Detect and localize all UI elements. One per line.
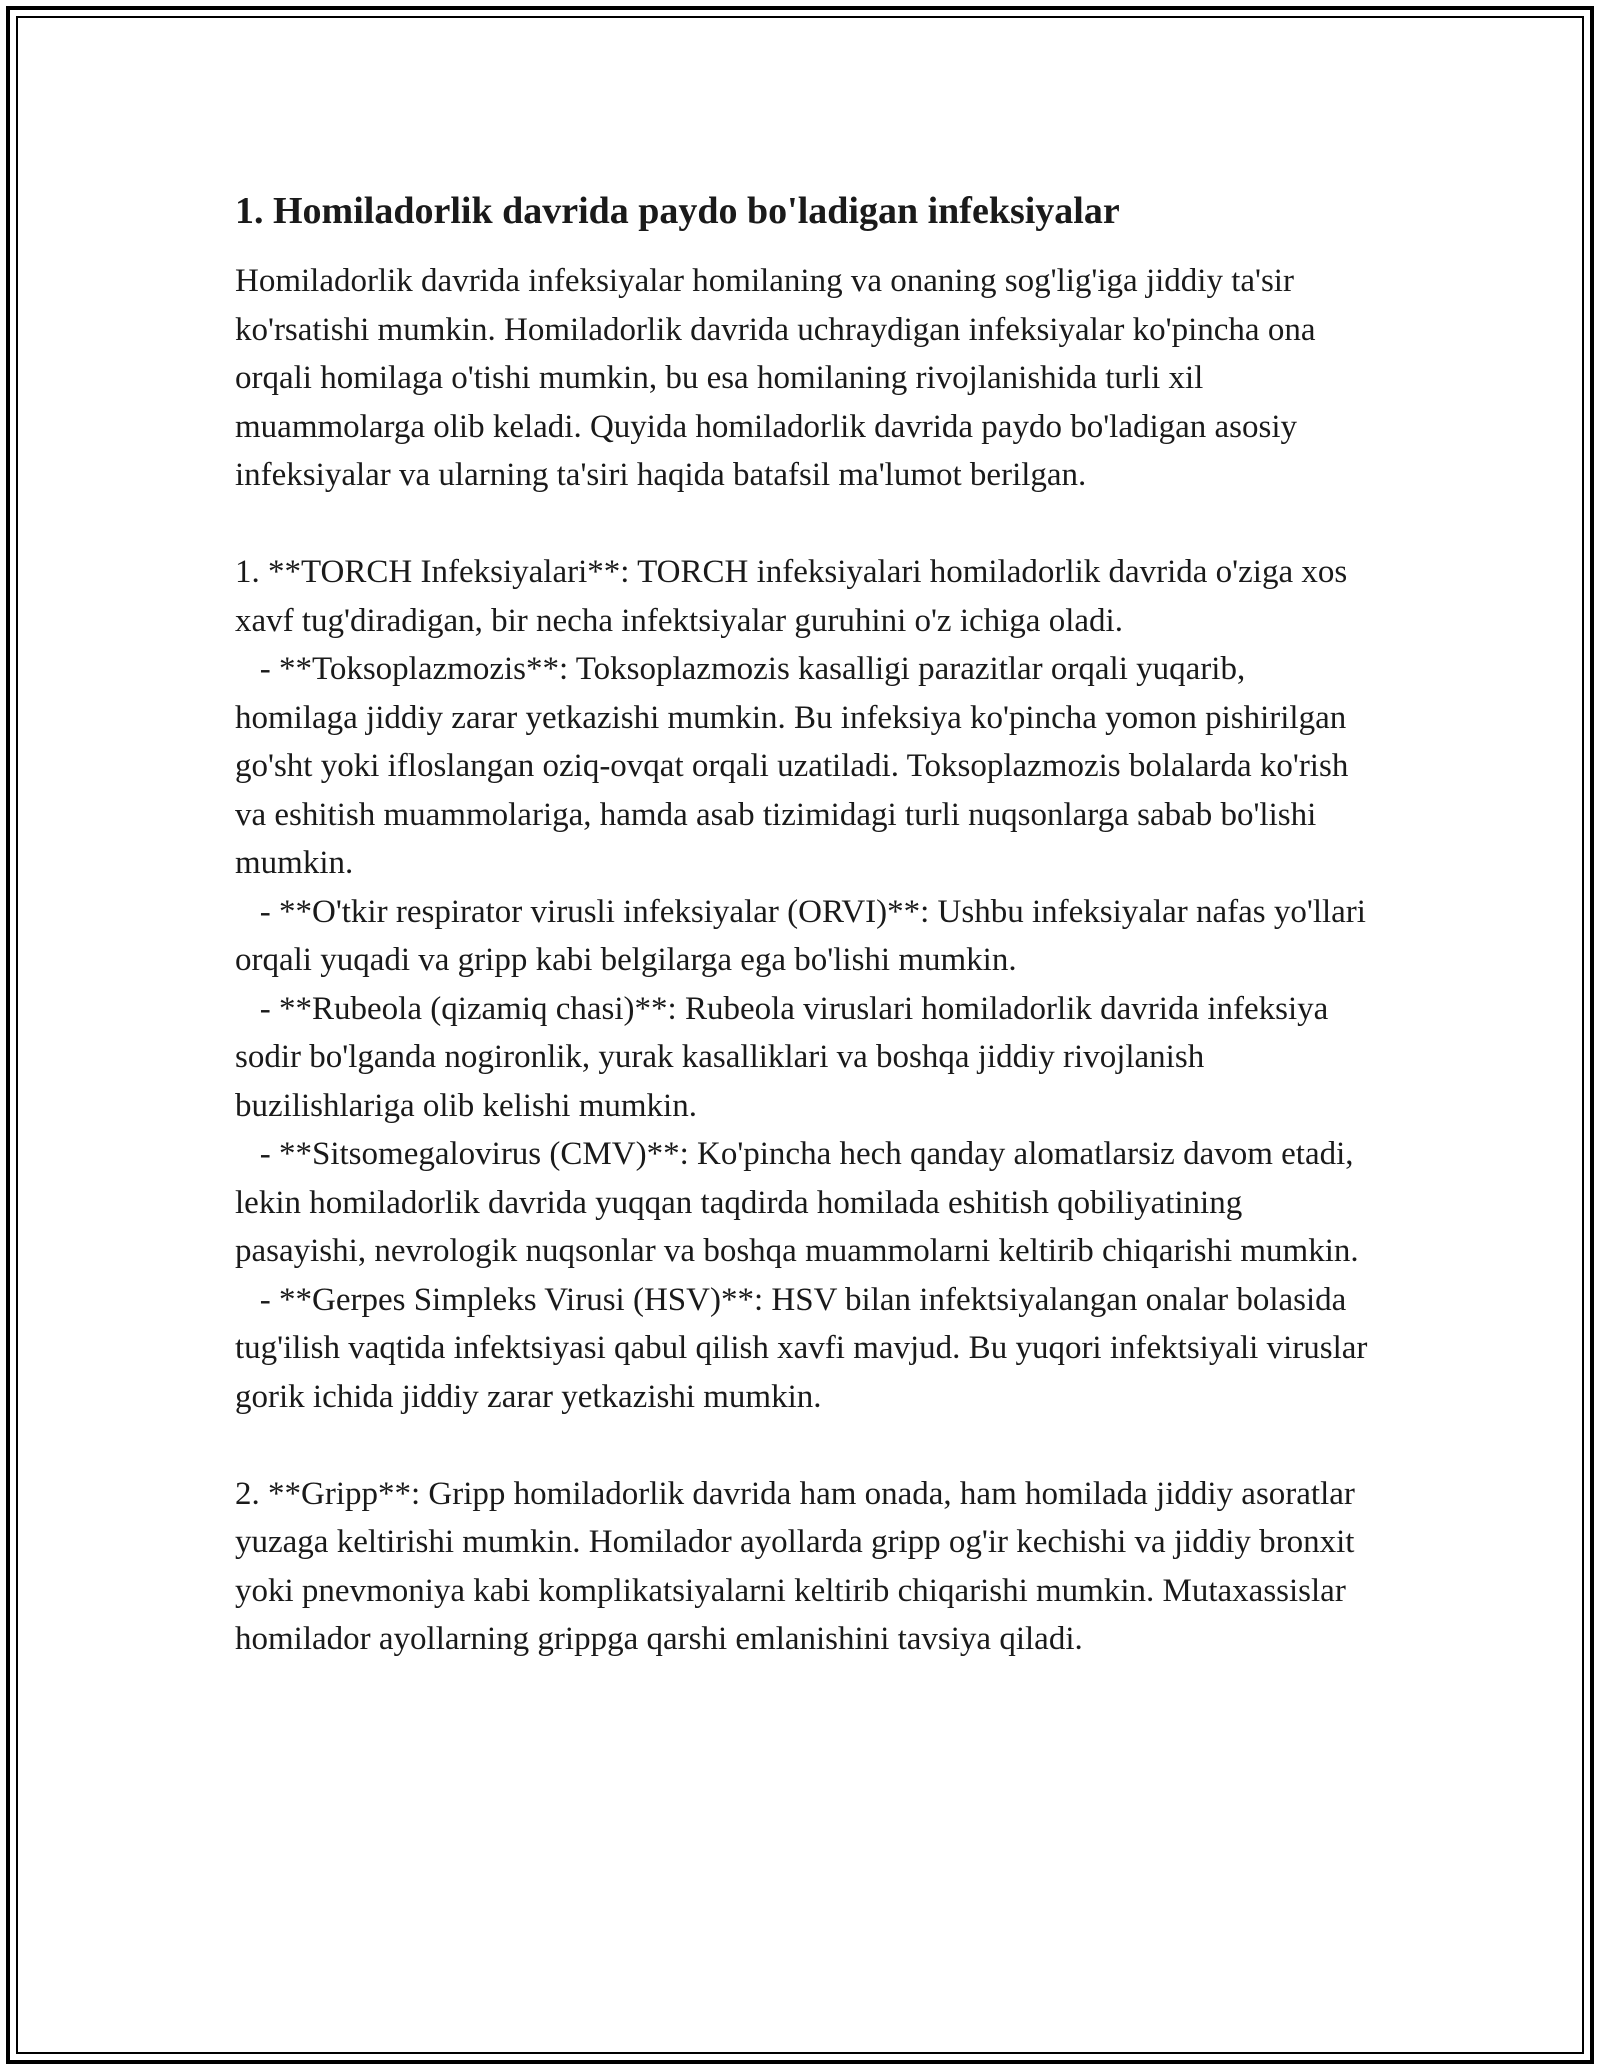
rubeola-subitem: - **Rubeola (qizamiq chasi)**: Rubeola viruslari homiladorlik davrida infeksiya sodir bo'lganda nogironlik, yurak kasalliklari va boshqa jiddiy rivojlanish buzilishlariga olib kelishi mumkin. xyxy=(235,990,1337,1124)
paragraph-gap xyxy=(235,500,1375,549)
cmv-subitem: - **Sitsomegalovirus (CMV)**: Ko'pincha hech qanday alomatlarsiz davom etadi, lekin homiladorlik davrida yuqqan taqdirda homilada eshitish qobiliyatining pasayishi, nevrologik nuqsonlar va boshqa muammolarni keltirib chiqarishi mumkin. xyxy=(235,1136,1362,1269)
orvi-subitem: - **O'tkir respirator virusli infeksiyalar (ORVI)**: Ushbu infeksiyalar nafas yo'llari orqali yuqadi va gripp kabi belgilarga ega bo'lishi mumkin. xyxy=(235,893,1375,978)
document-body xyxy=(235,187,1375,1664)
hsv-subitem: - **Gerpes Simpleks Virusi (HSV)**: HSV bilan infektsiyalangan onalar bolasida tug'ilish vaqtida infektsiyasi qabul qilish xavfi mavjud. Bu yuqori infektsiyali viruslar gorik ichida jiddiy zarar yetkazishi mumkin. xyxy=(235,1281,1376,1415)
paragraph-gap xyxy=(235,1421,1375,1470)
intro-paragraph: Homiladorlik davrida infeksiyalar homilaning va onaning sog'lig'iga jiddiy ta'sir ko'rsatishi mumkin. Homiladorlik davrida uchraydigan infeksiyalar ko'pincha ona orqali homilaga o'tishi mumkin, bu esa homilaning rivojlanishida turli xil muammolarga olib keladi. Quyida homiladorlik davrida paydo bo'ladigan asosiy infeksiyalar va ularning ta'siri haqida batafsil ma'lumot berilgan. xyxy=(235,263,1324,493)
torch-item: 1. **TORCH Infeksiyalari**: TORCH infeksiyalari homiladorlik davrida o'ziga xos xavf tug'diradigan, bir necha infektsiyalar guruhini o'z ichiga oladi. xyxy=(235,554,1356,639)
section-heading: 1. Homiladorlik davrida paydo bo'ladigan infeksiyalar xyxy=(235,190,1120,232)
toxoplasmosis-subitem: - **Toksoplazmozis**: Toksoplazmozis kasalligi parazitlar orqali yuqarib, homilaga jiddiy zarar yetkazishi mumkin. Bu infeksiya ko'pincha yomon pishirilgan go'sht yoki ifloslangan oziq-ovqat orqali uzatiladi. Toksoplazmozis bolalarda ko'rish va eshitish muammolariga, hamda asab tizimidagi turli nuqsonlarga sabab bo'lishi mumkin. xyxy=(235,651,1357,881)
gripp-item: 2. **Gripp**: Gripp homiladorlik davrida ham onada, ham homilada jiddiy asoratlar yuzaga keltirishi mumkin. Homilador ayollarda gripp og'ir kechishi va jiddiy bronxit yoki pnevmoniya kabi komplikatsiyalarni keltirib chiqarishi mumkin. Mutaxassislar homilador ayollarning grippga qarshi emlanishini tavsiya qiladi. xyxy=(235,1475,1364,1657)
